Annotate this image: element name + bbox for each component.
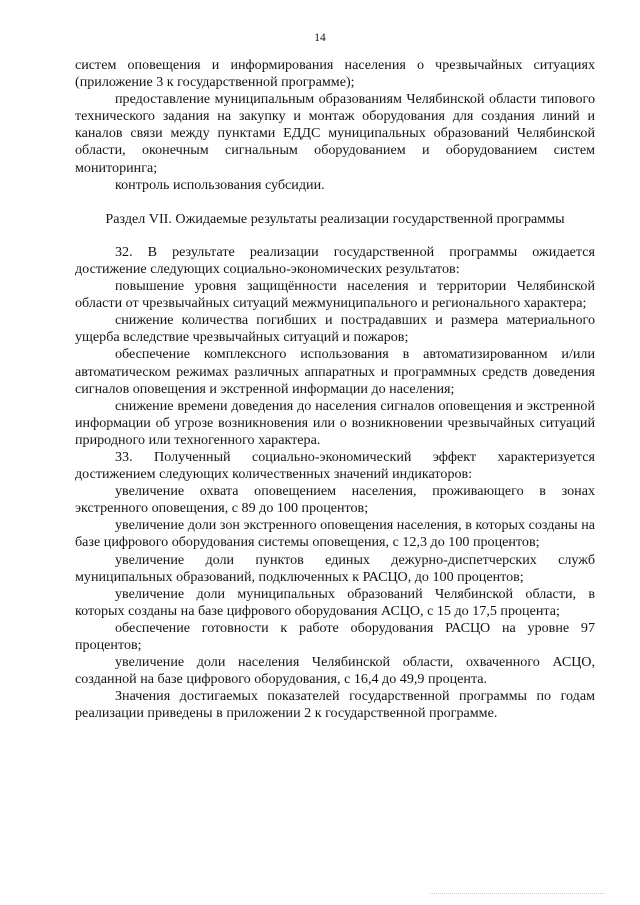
footer-divider [430,893,605,894]
list-item: увеличение доли пунктов единых дежурно-диспетчерских служб муниципальных образований, подключенных к РАСЦО, до 100 процентов; [75,551,595,585]
list-item: снижение количества погибших и пострадавших и размера материального ущерба вследствие чрезвычайных ситуаций и пожаров; [75,312,595,346]
paragraph: систем оповещения и информирования населения о чрезвычайных ситуациях (приложение 3 к государственной программе); [75,57,595,91]
list-item: увеличение доли населения Челябинской области, охваченного АСЦО, созданной на базе цифрового оборудования, с 16,4 до 49,9 процента. [75,654,595,688]
page-number: 14 [314,32,326,44]
section-heading: Раздел VII. Ожидаемые результаты реализации государственной программы [105,210,565,227]
list-item: повышение уровня защищённости населения и территории Челябинской области от чрезвычайных ситуаций межмуниципального и регионального характера; [75,278,595,312]
list-item: обеспечение готовности к работе оборудования РАСЦО на уровне 97 процентов; [75,619,595,653]
paragraph-33-intro: 33. Полученный социально-экономический эффект характеризуется достижением следующих количественных значений индикаторов: [75,448,595,483]
document-body [75,57,595,722]
paragraph-32-intro: 32. В результате реализации государственной программы ожидается достижение следующих социально-экономических результатов: [75,243,595,277]
closing-paragraph: Значения достигаемых показателей государственной программы по годам реализации приведены в приложении 2 к государственной программе. [75,688,595,722]
list-item: обеспечение комплексного использования в автоматизированном и/или автоматическом режимах различных аппаратных и программных средств доведения сигналов оповещения и экстренной информации до населения; [75,346,595,397]
list-item: увеличение охвата оповещением населения, проживающего в зонах экстренного оповещения, с 89 до 100 процентов; [75,483,595,517]
paragraph: контроль использования субсидии. [115,176,325,193]
list-item: увеличение доли зон экстренного оповещения населения, в которых созданы на базе цифрового оборудования системы оповещения, с 12,3 до 100 процентов; [75,517,595,551]
list-item: увеличение доли муниципальных образований Челябинской области, в которых созданы на базе цифрового оборудования АСЦО, с 15 до 17,5 процента; [75,585,595,619]
paragraph: предоставление муниципальным образованиям Челябинской области типового технического задания на закупку и монтаж оборудования для создания линий и каналов связи между пунктами ЕДДС муниципальных образований Челябинской области, оконечным сигнальным оборудованием и оборудованием систем мониторинга; [75,91,595,176]
list-item: снижение времени доведения до населения сигналов оповещения и экстренной информации об угрозе возникновения или о возникновении чрезвычайных ситуаций природного или техногенного характера. [75,397,595,448]
